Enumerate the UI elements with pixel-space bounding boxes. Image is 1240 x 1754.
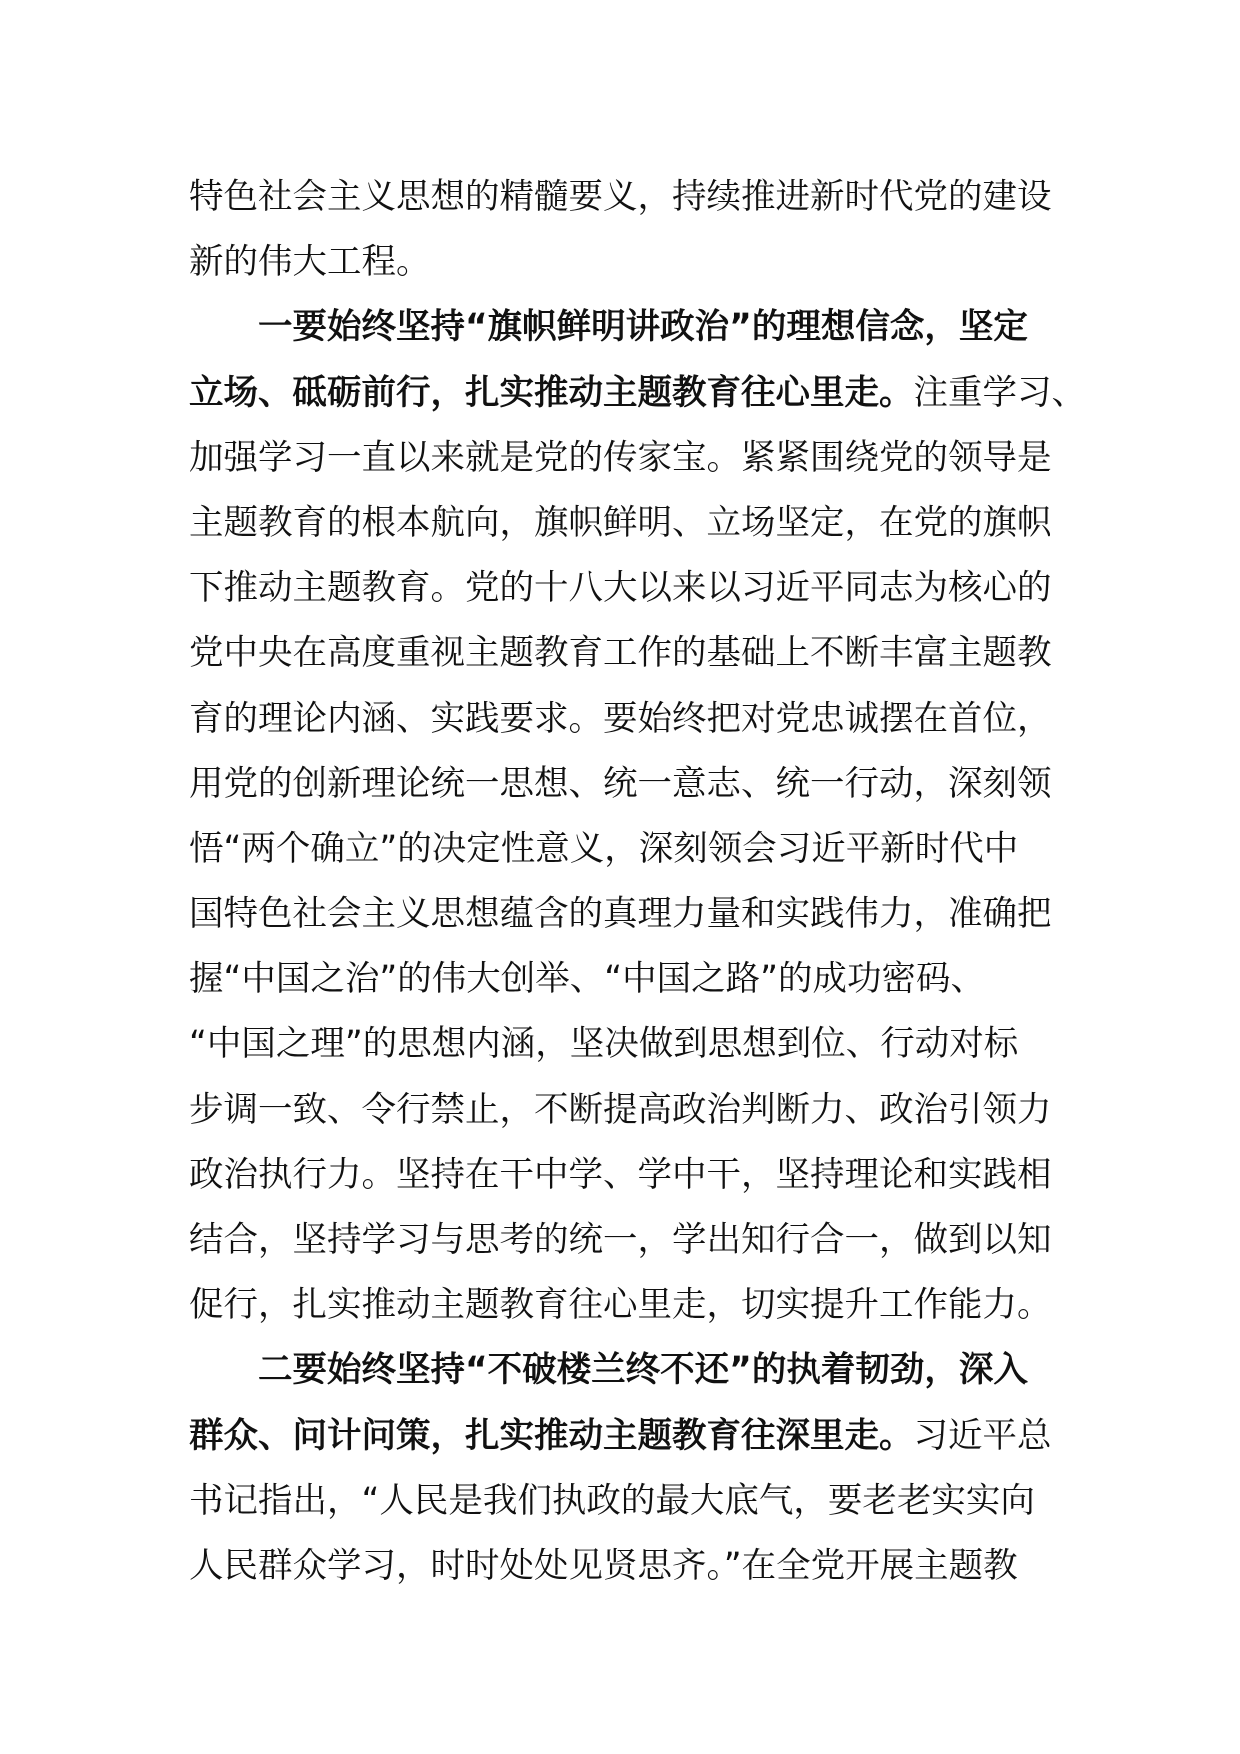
- body-text-segment: 用党的创新理论统一思想、统一意志、统一行动，深刻领: [189, 763, 1052, 804]
- text-line: [189, 687, 1059, 752]
- bold-heading-text: 群众、问计问策，扎实推动主题教育往深里走。: [189, 1415, 914, 1456]
- body-text-segment: 新的伟大工程。: [189, 242, 431, 283]
- text-line: [189, 817, 1059, 882]
- body-text-segment: 育的理论内涵、实践要求。要始终把对党忠诚摆在首位，: [189, 698, 1052, 739]
- text-line: [189, 361, 1086, 426]
- text-line: [189, 556, 1059, 621]
- body-text-segment: 握“中国之治”的伟大创举、“中国之路”的成功密码、: [189, 959, 985, 1000]
- body-text-segment: 书记指出，“人民是我们执政的最大底气，要老老实实向: [189, 1480, 1035, 1521]
- bold-heading-text: 二要始终坚持“不破楼兰终不还”的执着韧劲，深入: [258, 1350, 1028, 1391]
- body-text-segment: 国特色社会主义思想蕴含的真理力量和实践伟力，准确把: [189, 894, 1052, 935]
- body-text-segment: 促行，扎实推动主题教育往心里走，切实提升工作能力。: [189, 1285, 1052, 1326]
- text-line: [189, 165, 1059, 230]
- text-line: [189, 295, 1059, 360]
- body-text-segment: 步调一致、令行禁止，不断提高政治判断力、政治引领力: [189, 1089, 1052, 1130]
- body-text-segment: 特色社会主义思想的精髓要义，持续推进新时代党的建设: [189, 177, 1052, 217]
- text-line: [189, 882, 1059, 947]
- text-line: [189, 947, 1059, 1012]
- text-line: [189, 621, 1059, 686]
- bold-heading-text: 一要始终坚持“旗帜鲜明讲政治”的理想信念，坚定: [258, 307, 1028, 348]
- body-text-segment: “中国之理”的思想内涵，坚决做到思想到位、行动对标: [189, 1024, 1019, 1065]
- text-line: [189, 1338, 1059, 1403]
- text-line: [189, 1208, 1059, 1273]
- text-line: [189, 752, 1059, 817]
- text-line: [189, 1012, 1059, 1077]
- text-line: [189, 426, 1059, 491]
- text-line: [189, 1469, 1059, 1534]
- text-line: [189, 491, 1059, 556]
- body-text-segment: 主题教育的根本航向，旗帜鲜明、立场坚定，在党的旗帜: [189, 502, 1052, 543]
- body-text-segment: 党中央在高度重视主题教育工作的基础上不断丰富主题教: [189, 633, 1052, 674]
- body-text-segment: 注重学习、: [913, 372, 1086, 413]
- body-text: [189, 165, 1086, 1599]
- text-line: [189, 230, 1059, 295]
- text-line: [189, 1143, 1059, 1208]
- body-text-segment: 人民群众学习，时时处处见贤思齐。”在全党开展主题教: [189, 1545, 1018, 1586]
- text-line: [189, 1273, 1059, 1338]
- body-text-segment: 习近平总: [913, 1415, 1052, 1456]
- body-text-segment: 政治执行力。坚持在干中学、学中干，坚持理论和实践相: [189, 1154, 1052, 1195]
- bold-heading-text: 立场、砥砺前行，扎实推动主题教育往心里走。: [189, 372, 914, 413]
- body-text-segment: 结合，坚持学习与思考的统一，学出知行合一，做到以知: [189, 1220, 1052, 1260]
- body-text-segment: 下推动主题教育。党的十八大以来以习近平同志为核心的: [189, 568, 1052, 609]
- text-line: [189, 1534, 1059, 1599]
- body-text-segment: 悟“两个确立”的决定性意义，深刻领会习近平新时代中: [189, 828, 1019, 869]
- body-text-segment: 加强学习一直以来就是党的传家宝。紧紧围绕党的领导是: [189, 437, 1052, 478]
- text-line: [189, 1404, 1059, 1469]
- text-line: [189, 1078, 1059, 1143]
